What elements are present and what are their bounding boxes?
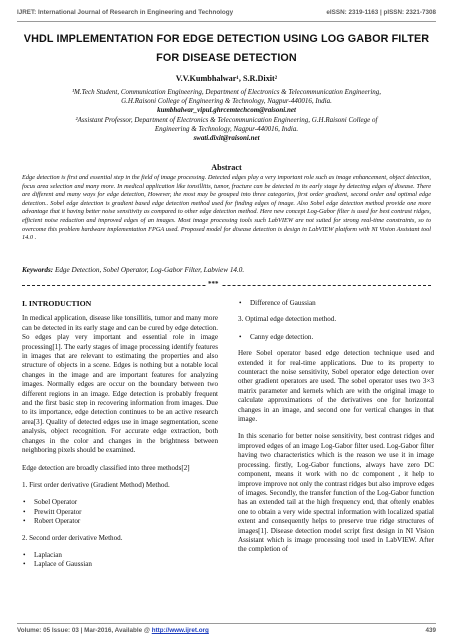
- keywords-label: Keywords:: [22, 266, 54, 274]
- intro-heading: I. INTRODUCTION: [22, 299, 92, 308]
- footer-divider: [17, 623, 436, 624]
- method-1-heading: 1. First order derivative (Gradient Method) Method.: [22, 480, 170, 489]
- list-item: • Sobel Operator: [22, 498, 218, 507]
- volume-info: [17, 627, 209, 634]
- paper-title: VHDL IMPLEMENTATION FOR EDGE DETECTION USING LOG GABOR FILTER FOR DISEASE DETECTION: [23, 33, 430, 64]
- list-item: • Canny edge detection.: [238, 333, 434, 342]
- running-footer: [17, 627, 436, 634]
- section-separator: [22, 285, 431, 286]
- list-item: • Prewitt Operator: [22, 508, 218, 517]
- abstract-heading: Abstract: [211, 163, 242, 172]
- method-3-heading: 3. Optimal edge detection method.: [238, 315, 337, 324]
- affiliations: [24, 88, 429, 143]
- affiliation-1-line-1: ¹M.Tech Student, Communication Engineering, Department of Electronics & Telecommunication Engineering,: [71, 88, 382, 96]
- affiliation-2-line-2: Engineering & Technology, Nagpur-440016, India.: [154, 124, 299, 133]
- right-column: [238, 299, 434, 563]
- list-item: • Robert Operator: [22, 517, 218, 526]
- method-3-list: [238, 333, 434, 342]
- method-2-list: [22, 551, 218, 570]
- list-item: • Laplace of Gaussian: [22, 560, 218, 569]
- running-header: [17, 9, 436, 16]
- affiliation-2-line-1: ²Assistant Professor, Department of Electronics & Telecommunication Engineering, G.H.Raisoni College of: [75, 115, 378, 124]
- keywords: [22, 266, 431, 274]
- affiliation-1-line-2: G.H.Raisoni College of Engineering & Technology, Nagpur-440016, India.: [121, 97, 332, 106]
- left-column: [22, 299, 218, 577]
- intro-paragraph-1: In medical application, disease like tonsillitis, tumor and many more can be detected in its early stage and can be cured by edge detection. So edges play very important and essential role in image processing[1]. The early stages of image processing identify features in images that are relevant to estimating the properties and also structure of objects in a scene. Edges is nothing but a notable local changes in the image and are important features for analyzing images. Normally edges are occur on the boundary between two different regions in an image. Edge detection is probably frequent and the first basic step in recovering information from images. Due to its importance, edge detection continues to be an active research area[3]. Quality of detected edges use in image segmentation, scene analysis, object recognition. For accurate edge extraction, both changes in the color and changes in the brightness between neighboring pixels should be examined.: [22, 314, 218, 455]
- intro-paragraph-2: Edge detection are broadly classified into three methods[2]: [22, 463, 190, 472]
- page-number: 439: [425, 627, 436, 634]
- issn: eISSN: 2319-1163 | pISSN: 2321-7308: [326, 9, 436, 16]
- log-gabor-paragraph: In this scenario for better noise sensitivity, best contrast ridges and improved edges of an image Log-Gabor filter used. Log-Gabor filter having two characteristics which is the reason we use it in image processing. firstly, Log-Gabor functions, always have zero DC component, means it work with no dc component , it help to improve improve not only the contrast ridges but also improve edges of images. Secondly, the transfer function of the Log-Gabor function has an extended tail at the high frequency end, that oftenly enables one to obtain a very wide spectral information with localized spatial extent and consequently helps to preserve true ridge structures of images[1]. Disease detection model script first design in NI Vision Assistant which is image processing tool used in LabVIEW. After the completion of: [238, 432, 434, 554]
- method-1-list: [22, 498, 218, 526]
- author-1-email[interactable]: kumbhalwar_vipul.ghrcemtechcom@raisoni.net: [157, 106, 296, 115]
- journal-name: IJRET: International Journal of Research in Engineering and Technology: [17, 9, 234, 16]
- list-item: • Difference of Gaussian: [238, 299, 434, 308]
- abstract-text: Edge detection is first and essential step in the field of image processing. Detected edges play a very important role such as image enhancement, object detection, focus area selection and many more. In medical application like tonsillitis, tumor, fracture can be detected in its early stage by detecting edges of disease. There are different and many ways for edge detection, However, the most may be grouped into three categories, first order gradient, second order and optimal edge detection.. Sobel edge detection is gradient based edge detection method used for finding edges of image. Also Sobel edge detection method provide one more advantage that it having better noise sensitivity as compared to other edge detection method. Here new concept Log-Gabor filter is used for best contrast ridges, efficient noise reduction and improved edges of an images. Most image processing tools such LabVIEW are not suited for strong real-time constraints, so to overcome this problem hardware implementation FPGA used. Proposed model for disease detection is design in LabVIEW platform with NI Vision Assistant tool 14.0 .: [22, 174, 431, 242]
- separator-stars: ***: [208, 280, 219, 288]
- header-divider: [17, 21, 436, 22]
- method-2-heading: 2. Second order derivative Method.: [22, 533, 123, 542]
- journal-link[interactable]: http://www.ijret.org: [151, 627, 209, 634]
- authors: V.V.Kumbhalwar¹, S.R.Dixit²: [175, 74, 278, 83]
- sobel-paragraph: Here Sobel operator based edge detection technique used and extended it for real-time applications. Due to its property to counteract the noise sensitivity, Sobel operator edge detection over other gradient operators are used. The sobel operator uses two 3×3 matrix parameter and kernels which are with the original image to calculate approximations of the derivatives one for horizontal changes in an image, and second one for vertical changes in that image.: [238, 349, 434, 424]
- method-2-list-continued: [238, 299, 434, 308]
- list-item: • Laplacian: [22, 551, 218, 560]
- volume-issue: Volume: 05 Issue: 03 | Mar-2016, Available @: [17, 627, 150, 634]
- author-2-email[interactable]: swati.dixit@raisoni.net: [193, 134, 260, 143]
- keywords-text: Edge Detection, Sobel Operator, Log-Gabor Filter, Labview 14.0.: [54, 266, 245, 274]
